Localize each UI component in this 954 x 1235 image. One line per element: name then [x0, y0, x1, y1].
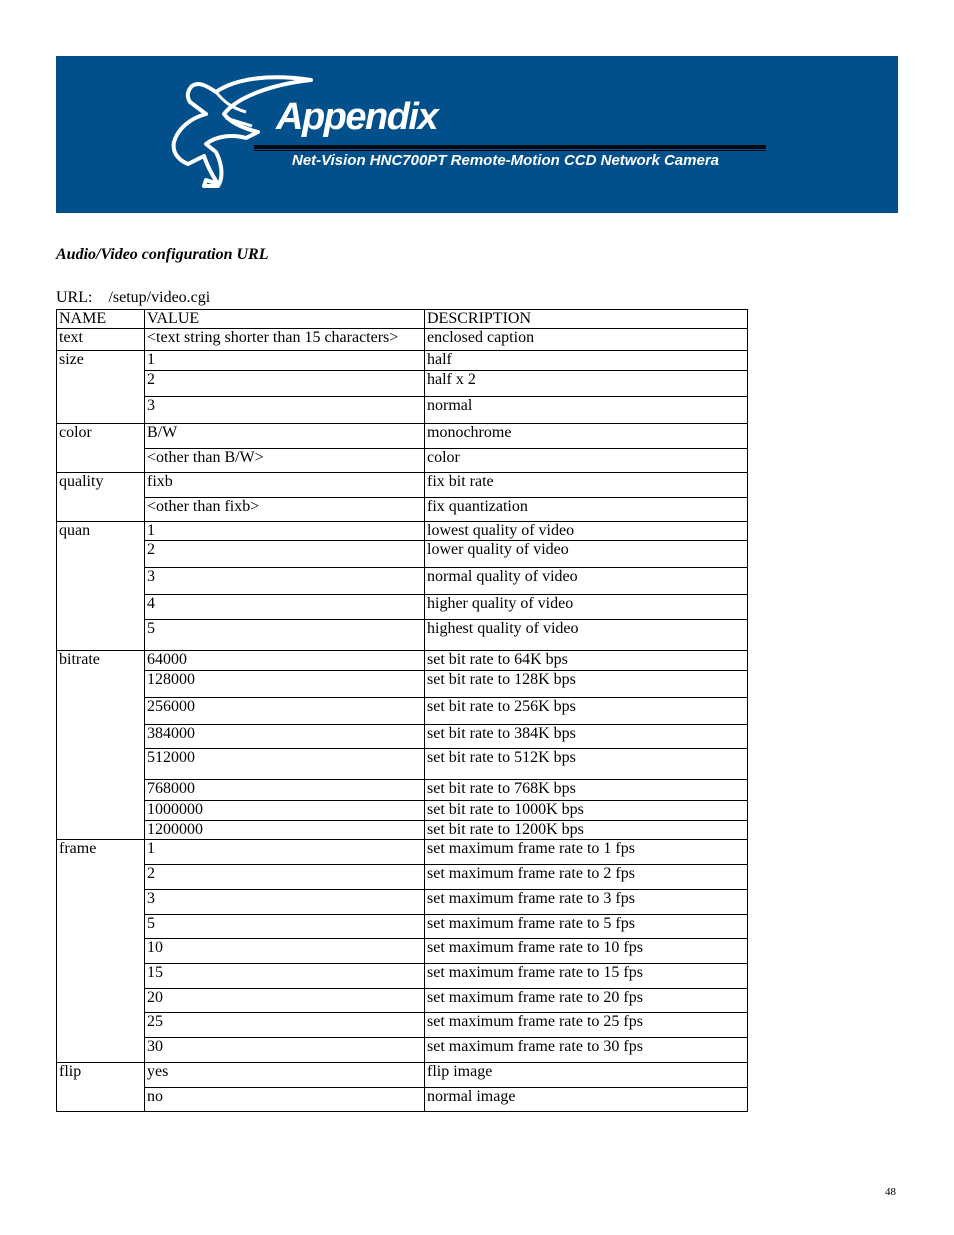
param-name-cell: text: [57, 329, 145, 351]
param-value-cell: 15: [145, 964, 425, 989]
table-row: [57, 1038, 748, 1063]
param-name-cell: flip: [57, 1063, 145, 1112]
param-value-cell: 1200000: [145, 821, 425, 840]
param-value-cell: B/W: [145, 424, 425, 449]
banner-subtitle: Net-Vision HNC700PT Remote-Motion CCD Network Camera: [292, 152, 720, 169]
url-value: /setup/video.cgi: [108, 289, 211, 306]
param-value-cell: 5: [145, 620, 425, 651]
table-row: [57, 498, 748, 522]
table-row: [57, 964, 748, 989]
param-value-cell: 4: [145, 595, 425, 620]
table-row: [57, 424, 748, 449]
param-value-cell: 2: [145, 371, 425, 397]
param-description-cell: color: [425, 449, 748, 473]
table-row: [57, 890, 748, 915]
param-description-cell: set bit rate to 512K bps: [425, 749, 748, 780]
header-description: DESCRIPTION: [425, 310, 748, 329]
table-row: [57, 351, 748, 371]
param-value-cell: <other than fixb>: [145, 498, 425, 522]
param-description-cell: highest quality of video: [425, 620, 748, 651]
param-description-cell: normal: [425, 397, 748, 424]
appendix-banner: [56, 56, 898, 213]
table-row: [57, 620, 748, 651]
table-row: [57, 1013, 748, 1038]
param-description-cell: set bit rate to 1200K bps: [425, 821, 748, 840]
banner-title: Appendix: [276, 96, 438, 138]
param-description-cell: set bit rate to 128K bps: [425, 671, 748, 698]
page-number: 48: [885, 1186, 896, 1198]
param-description-cell: set maximum frame rate to 10 fps: [425, 939, 748, 964]
table-row: [57, 989, 748, 1013]
param-value-cell: 1: [145, 351, 425, 371]
param-description-cell: enclosed caption: [425, 329, 748, 351]
table-row: [57, 1063, 748, 1088]
param-value-cell: 64000: [145, 651, 425, 671]
param-description-cell: set bit rate to 256K bps: [425, 698, 748, 725]
table-row: [57, 698, 748, 725]
param-value-cell: 1000000: [145, 801, 425, 821]
param-value-cell: 5: [145, 915, 425, 939]
param-description-cell: set bit rate to 64K bps: [425, 651, 748, 671]
param-description-cell: lowest quality of video: [425, 522, 748, 541]
param-description-cell: lower quality of video: [425, 541, 748, 568]
table-row: [57, 329, 748, 351]
table-row: [57, 651, 748, 671]
param-description-cell: set maximum frame rate to 2 fps: [425, 865, 748, 890]
section-title: Audio/Video configuration URL: [56, 246, 269, 263]
table-header-row: [57, 310, 748, 329]
param-value-cell: 128000: [145, 671, 425, 698]
param-name-cell: color: [57, 424, 145, 473]
param-value-cell: 3: [145, 568, 425, 595]
param-description-cell: flip image: [425, 1063, 748, 1088]
table-row: [57, 671, 748, 698]
param-description-cell: set maximum frame rate to 20 fps: [425, 989, 748, 1013]
param-description-cell: set maximum frame rate to 15 fps: [425, 964, 748, 989]
param-description-cell: normal quality of video: [425, 568, 748, 595]
param-description-cell: fix quantization: [425, 498, 748, 522]
param-value-cell: yes: [145, 1063, 425, 1088]
param-name-cell: quan: [57, 522, 145, 651]
table-row: [57, 1088, 748, 1112]
param-description-cell: fix bit rate: [425, 473, 748, 498]
table-row: [57, 725, 748, 749]
param-value-cell: 768000: [145, 780, 425, 801]
table-row: [57, 595, 748, 620]
video-config-table: [56, 309, 748, 1112]
param-name-cell: bitrate: [57, 651, 145, 840]
param-value-cell: <text string shorter than 15 characters>: [145, 329, 425, 351]
param-name-cell: quality: [57, 473, 145, 522]
param-description-cell: set maximum frame rate to 25 fps: [425, 1013, 748, 1038]
param-description-cell: set bit rate to 768K bps: [425, 780, 748, 801]
header-name: NAME: [57, 310, 145, 329]
param-value-cell: 256000: [145, 698, 425, 725]
param-value-cell: 512000: [145, 749, 425, 780]
table-row: [57, 568, 748, 595]
table-row: [57, 449, 748, 473]
table-row: [57, 780, 748, 801]
param-description-cell: set maximum frame rate to 3 fps: [425, 890, 748, 915]
table-row: [57, 915, 748, 939]
table-row: [57, 397, 748, 424]
param-description-cell: set bit rate to 1000K bps: [425, 801, 748, 821]
table-row: [57, 371, 748, 397]
table-row: [57, 541, 748, 568]
param-value-cell: 2: [145, 865, 425, 890]
param-value-cell: 10: [145, 939, 425, 964]
table-row: [57, 473, 748, 498]
param-value-cell: no: [145, 1088, 425, 1112]
param-value-cell: 30: [145, 1038, 425, 1063]
param-description-cell: set maximum frame rate to 30 fps: [425, 1038, 748, 1063]
param-value-cell: 2: [145, 541, 425, 568]
table-row: [57, 865, 748, 890]
url-label: URL:: [56, 289, 93, 306]
param-value-cell: 1: [145, 840, 425, 865]
param-description-cell: higher quality of video: [425, 595, 748, 620]
param-description-cell: half: [425, 351, 748, 371]
url-line: [56, 289, 210, 307]
table-row: [57, 522, 748, 541]
table-row: [57, 749, 748, 780]
param-description-cell: monochrome: [425, 424, 748, 449]
param-value-cell: 3: [145, 397, 425, 424]
table-row: [57, 939, 748, 964]
table-row: [57, 821, 748, 840]
header-value: VALUE: [145, 310, 425, 329]
param-description-cell: normal image: [425, 1088, 748, 1112]
table-row: [57, 840, 748, 865]
param-value-cell: 384000: [145, 725, 425, 749]
param-description-cell: half x 2: [425, 371, 748, 397]
param-value-cell: 1: [145, 522, 425, 541]
eagle-logo-icon: [56, 56, 898, 213]
param-description-cell: set maximum frame rate to 5 fps: [425, 915, 748, 939]
param-name-cell: size: [57, 351, 145, 424]
param-value-cell: 20: [145, 989, 425, 1013]
param-name-cell: frame: [57, 840, 145, 1063]
param-value-cell: fixb: [145, 473, 425, 498]
param-value-cell: <other than B/W>: [145, 449, 425, 473]
param-value-cell: 3: [145, 890, 425, 915]
param-description-cell: set bit rate to 384K bps: [425, 725, 748, 749]
param-description-cell: set maximum frame rate to 1 fps: [425, 840, 748, 865]
param-value-cell: 25: [145, 1013, 425, 1038]
table-row: [57, 801, 748, 821]
